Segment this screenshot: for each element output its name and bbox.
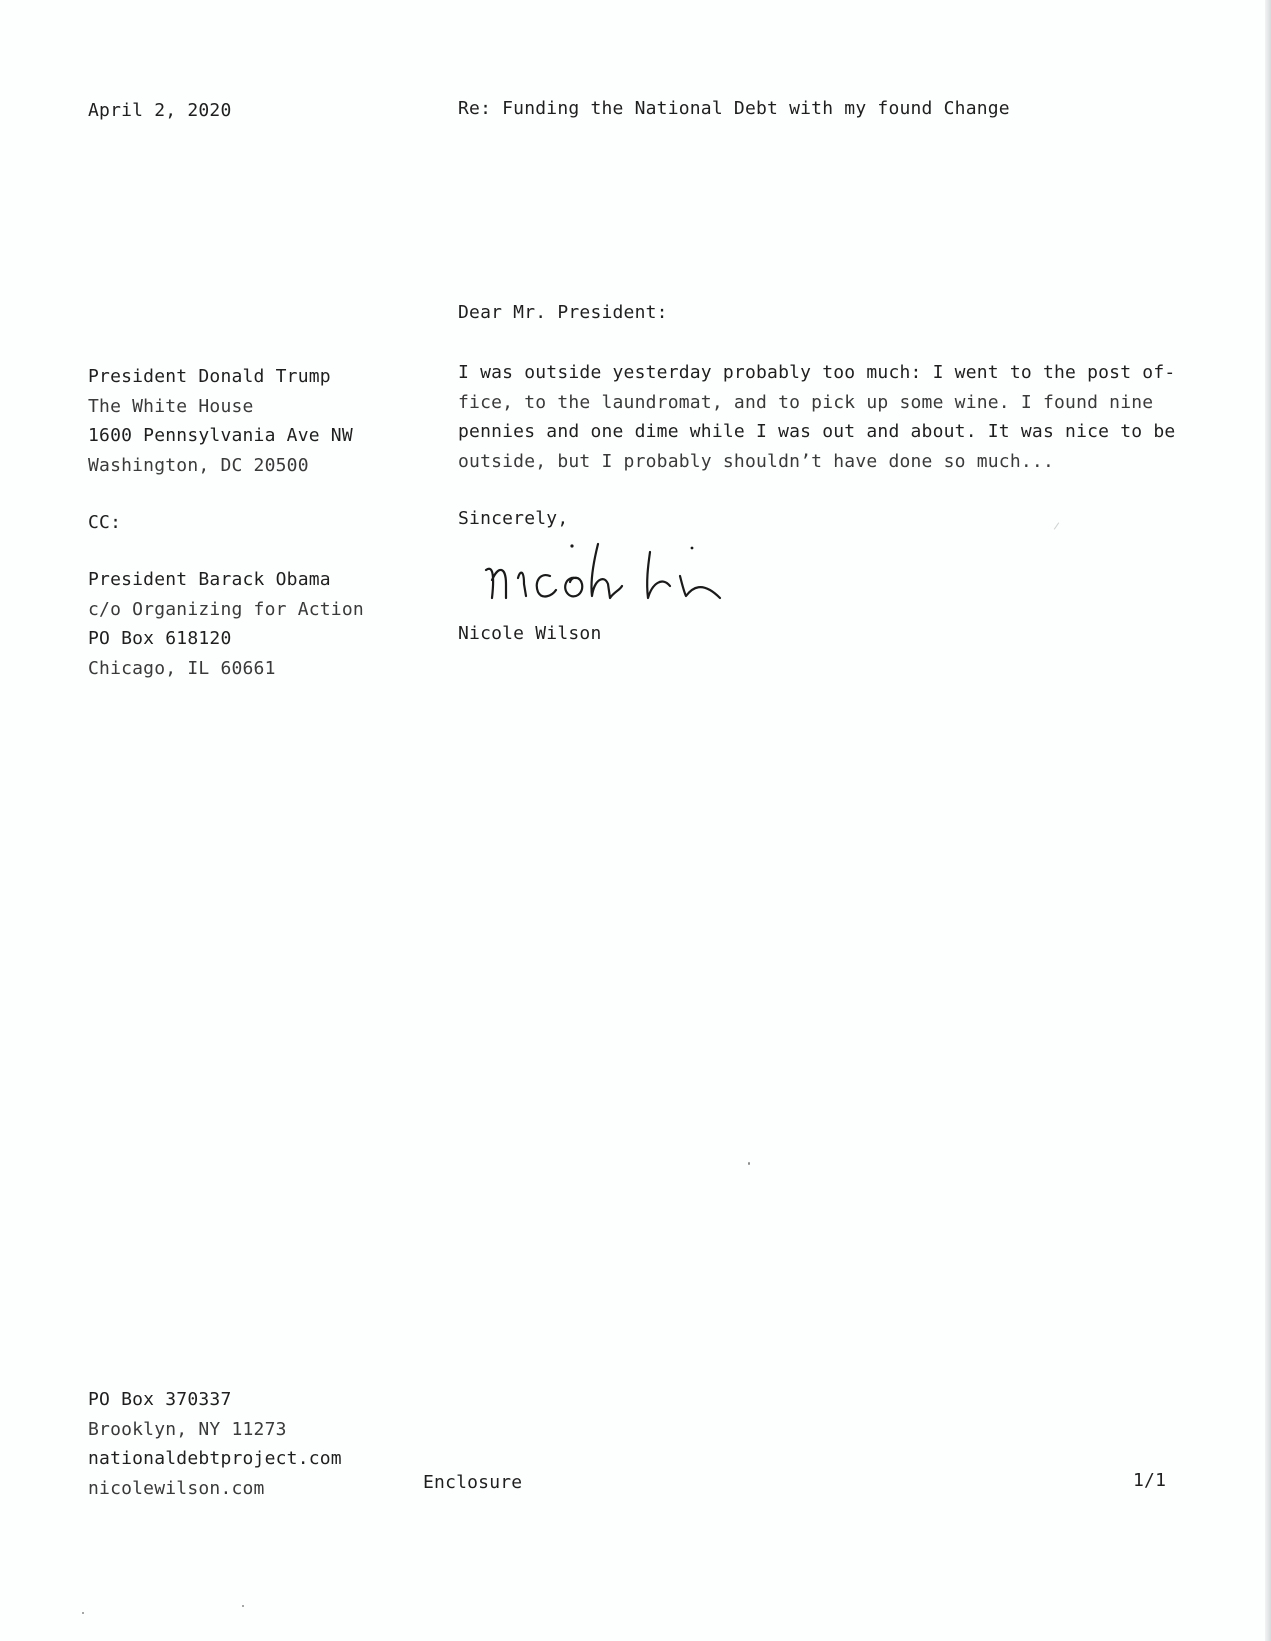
sender-name: Nicole Wilson — [458, 623, 602, 644]
recipient-line: 1600 Pennsylvania Ave NW — [88, 425, 353, 446]
cc-line: Chicago, IL 60661 — [88, 657, 276, 679]
recipient-line: Washington, DC 20500 — [88, 454, 309, 476]
body-line: I was outside yesterday probably too much: I went to the post of- — [458, 362, 1176, 383]
recipient-line: The White House — [88, 395, 254, 417]
recipient-address — [88, 362, 353, 480]
handwritten-signature — [480, 540, 760, 610]
page-edge-shadow — [1265, 0, 1271, 1641]
cc-label: CC: — [88, 512, 122, 533]
footer-line: nationaldebtproject.com — [88, 1448, 342, 1469]
footer-line: nicolewilson.com — [88, 1477, 265, 1499]
enclosure-note: Enclosure — [423, 1472, 523, 1493]
footer-address — [88, 1385, 342, 1503]
letter-date: April 2, 2020 — [88, 100, 232, 121]
footer-line: PO Box 370337 — [88, 1389, 232, 1410]
cc-line: President Barack Obama — [88, 569, 331, 590]
page-number: 1/1 — [1133, 1470, 1167, 1491]
cc-recipient-address — [88, 565, 364, 683]
body-line: outside, but I probably shouldn’t have done so much... — [458, 450, 1054, 472]
closing: Sincerely, — [458, 508, 569, 529]
paper-speck — [748, 1162, 750, 1165]
cc-line: c/o Organizing for Action — [88, 598, 364, 620]
recipient-line: President Donald Trump — [88, 366, 331, 387]
salutation: Dear Mr. President: — [458, 302, 668, 323]
body-line: fice, to the laundromat, and to pick up some wine. I found nine — [458, 391, 1154, 413]
letter-body — [458, 358, 1175, 476]
body-line: pennies and one dime while I was out and about. It was nice to be — [458, 421, 1176, 442]
cc-line: PO Box 618120 — [88, 628, 232, 649]
paper-speck — [82, 1612, 84, 1614]
letter-subject: Re: Funding the National Debt with my found Change — [458, 98, 1010, 119]
paper-speck — [242, 1605, 244, 1607]
footer-line: Brooklyn, NY 11273 — [88, 1418, 287, 1440]
paper-mark — [1054, 522, 1059, 529]
